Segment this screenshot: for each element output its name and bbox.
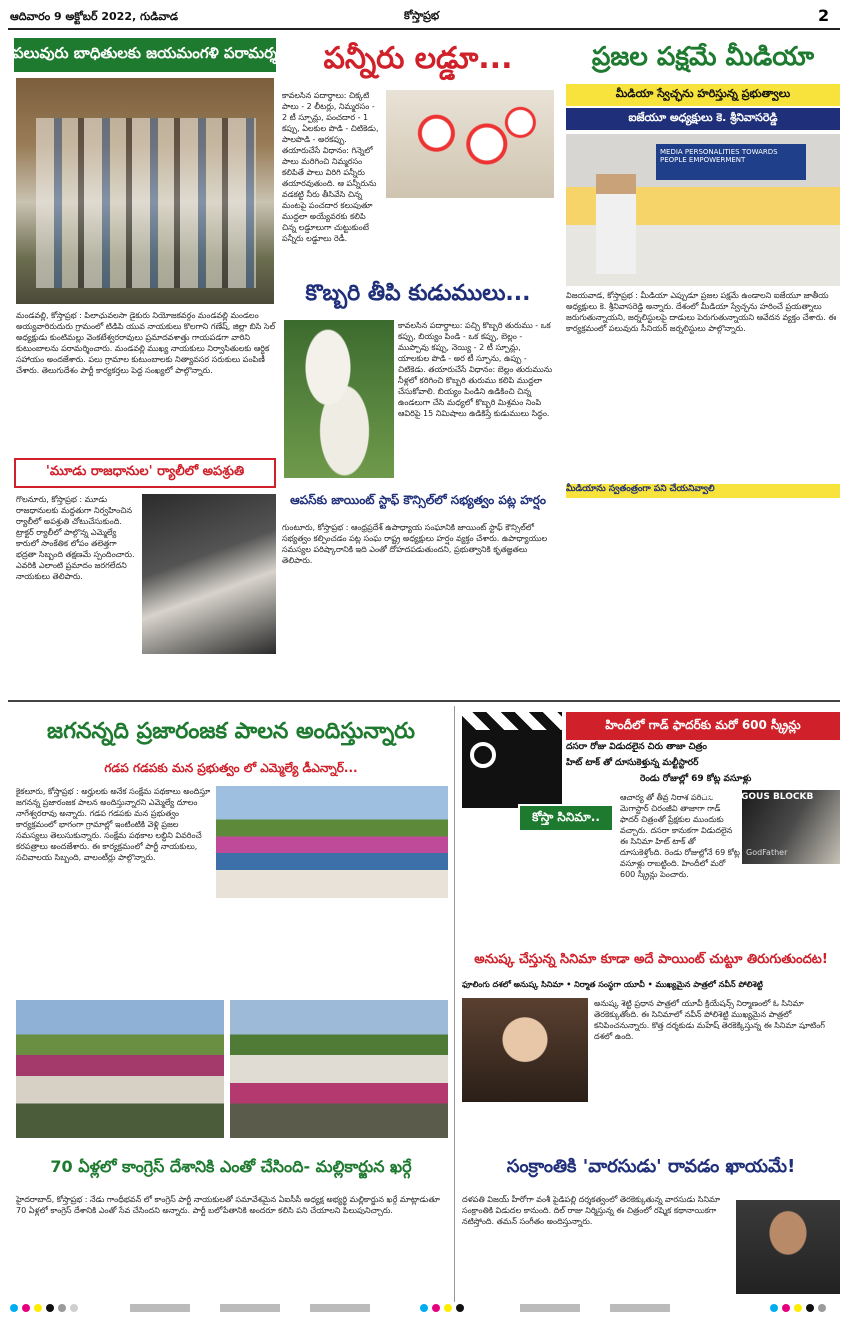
story5-headline: 'మూడు రాజధానుల' ర్యాలీలో అపశ్రుతి (14, 458, 276, 488)
masthead-brand: కోస్తాప్రభ (404, 9, 440, 22)
story1-headline: పలువురు బాధితులకు జయమంగళి పరామర్శ (14, 38, 276, 72)
page-number: 2 (818, 6, 830, 25)
story4-body: విజయవాడ, కోస్తాప్రభ : మీడియా ఎప్పుడూ ప్రజల పక్షమే ఉండాలని ఐజేయూ జాతీయ అధ్యక్షులు కె. శ్రీనివాసరెడ్డి అన్నారు. దేశంలో మీడియా స్వేచ్ఛను హరించే ప్రయత్నాలు జరుగుతున్నాయని, జర్నలిస్టులపై దాడులు పెరుగుతున్నాయని ఆవేదన వ్యక్తం చేశారు. ఈ కార్యక్రమంలో పలువురు సీనియర్ జర్నలిస్టులు పాల్గొన్నారు. (566, 291, 837, 333)
story2-headline: పన్నీరు లడ్డూ... (323, 41, 513, 76)
masthead-rule (8, 28, 840, 30)
cinema-divider (454, 706, 455, 1302)
cinema-badge: కోస్తా సినిమా.. (518, 804, 614, 832)
cinema-tags-row (462, 980, 840, 994)
reg-dot-black-2 (456, 1304, 464, 1312)
masthead-date: ఆదివారం 9 అక్టోబర్ 2022, గుడివాడ (10, 10, 179, 23)
reg-dot-lightgrey (70, 1304, 78, 1312)
cinema-tag6: ముఖ్యమైన పాత్రలో నవీన్ పోలిశెట్టి (655, 980, 763, 989)
section-divider (8, 700, 840, 702)
story8-body: హైదరాబాద్, కోస్తాప్రభ : నేడు గాంధీభవన్ లో కాంగ్రెస్ పార్టీ నాయకులతో సమావేశమైన ఏఐసీసీ అధ్యక్ష అభ్యర్థి మల్లికార్జున ఖర్గే మాట్లాడుతూ 70 ఏళ్లలో కాంగ్రెస్ దేశానికి ఎంతో సేవ చేసిందని అన్నారు. పార్టీ బలోపేతానికి అందరూ కలిసి పని చేయాలని పిలుపునిచ్చారు. (16, 1195, 440, 1215)
film-reel-icon (470, 742, 496, 768)
reg-dot-cyan-3 (770, 1304, 778, 1312)
story5-photo (142, 494, 276, 654)
story5-body-cont (16, 660, 276, 694)
reg-dot-magenta-3 (782, 1304, 790, 1312)
story3-headline: కొబ్బరి తీపి కుడుములు... (305, 281, 531, 306)
reg-dot-yellow (34, 1304, 42, 1312)
speaker (596, 174, 636, 274)
story7-photo1 (216, 786, 448, 898)
reg-block-2 (220, 1304, 280, 1312)
reg-block-3 (310, 1304, 370, 1312)
cinema-headline3: సంక్రాంతికి 'వారసుడు' రావడం ఖాయమే! (506, 1155, 796, 1177)
story7-headline: జగనన్నది ప్రజారంజక పాలన అందిస్తున్నారు (47, 719, 415, 744)
story7-photo3 (230, 1000, 448, 1138)
story4-kicker: మీడియాను స్వతంత్రంగా పని చేయనివ్వాలి (566, 484, 840, 498)
story7-photo2 (16, 1000, 224, 1138)
story3-body: కావలసిన పదార్థాలు: పచ్చి కొబ్బరి తురుము - ఒక కప్పు, బియ్యం పిండి - ఒక కప్పు, బెల్లం - ముప్పావు కప్పు, నెయ్యి - 2 టీ స్పూన్లు, యాలకుల పొడి - అర టీ స్పూను, ఉప్పు - చిటికెడు. తయారుచేసే విధానం: బెల్లం తురుమును నీళ్లలో కరిగించి కొబ్బరి తురుము కలిపి ముద్దలా చేసుకోవాలి. బియ్యం పిండిని ఉడికించి చిన్న ఉండలుగా చేసి మధ్యలో కొబ్బరి మిశ్రమం నింపి ఆవిరిపై 15 నిమిషాలు ఉడికిస్తే కుడుములు సిద్ధం. (398, 321, 553, 418)
reg-dot-cyan (10, 1304, 18, 1312)
reg-dot-cyan-2 (420, 1304, 428, 1312)
story6-body: గుంటూరు, కోస్తాప్రభ : ఆంధ్రప్రదేశ్ ఉపాధ్యాయ సంఘానికి జాయింట్ స్టాఫ్ కౌన్సిల్‌లో సభ్యత్వం కల్పించడం పట్ల సంఘ రాష్ట్ర అధ్యక్షులు హర్షం వ్యక్తం చేశారు. ఉపాధ్యాయుల సమస్యల పరిష్కారానికి ఇది ఎంతో దోహదపడుతుందని, ప్రభుత్వానికి కృతజ్ఞతలు తెలిపారు. (282, 523, 548, 565)
cinema-body1: ఆచార్య తో తీవ్ర నిరాశ పరిచిన మెగాస్టార్ చిరంజీవి తాజాగా గాడ్ ఫాదర్ చిత్రంతో ప్రేక్షకుల ముందుకు వచ్చారు. దసరా కానుకగా విడుదలైన ఈ సినిమా హిట్ టాక్ తో దూసుకెళ్తోంది. రెండు రోజుల్లోనే 69 కోట్ల వసూళ్లు రాబట్టింది. హిందీలో మరో 600 స్క్రీన్లు పెంచారు. (620, 793, 740, 879)
cinema-tag5: నిర్మాత సంస్థగా యూవీ (574, 980, 645, 989)
reg-block-5 (610, 1304, 670, 1312)
cinema-body2: అనుష్క శెట్టి ప్రధాన పాత్రలో యూవీ క్రియేషన్స్ నిర్మాణంలో ఓ సినిమా తెరకెక్కుతోంది. ఈ సినిమాలో నవీన్ పోలిశెట్టి ముఖ్యమైన పాత్రలో కనిపించనున్నారు. కొత్త దర్శకుడు మహేష్ తెరకెక్కిస్తున్న ఈ సినిమా షూటింగ్ దశలో ఉంది. (594, 999, 825, 1041)
registration-bar (0, 1300, 848, 1316)
cinema-body1-cont (462, 868, 840, 940)
story4-sub2: ఐజేయూ అధ్యక్షులు కె. శ్రీనివాసరెడ్డి (566, 108, 840, 130)
story2-body: కావలసిన పదార్థాలు: చిక్కటి పాలు - 2 లీటర్లు, నిమ్మరసం - 2 టీ స్పూన్లు, పంచదార - 1 కప్పు, ఏలకుల పొడి - చిటికెడు, పాలపొడి - అరకప్పు. తయారుచేసే విధానం: గిన్నెలో పాలు మరిగించి నిమ్మరసం కలిపితే పాలు విరిగి పన్నీరు తయారవుతుంది. ఆ పన్నీరును వడకట్టి నీరు తీసివేసి చిన్న మంటపై పంచదార కలుపుతూ ముద్దలా అయ్యేవరకు కలిపి చిన్న లడ్డూలుగా చుట్టుకుంటే పన్నీరు లడ్డూలు రెడీ. (282, 91, 379, 243)
poster-subtitle: GodFather (746, 848, 788, 857)
clapperboard (462, 712, 562, 808)
cinema-headline2: అనుష్క చేస్తున్న సినిమా కూడా అదే పాయింట్ చుట్టూ తిరుగుతుందట! (474, 952, 828, 967)
godfather-poster (702, 790, 840, 864)
tag-separator-2: • (647, 980, 656, 989)
poster-title: HUMONGOUS BLOCKB (702, 792, 814, 802)
cinema-tag4: ఫూలింగు దశలో అనుష్క సినిమా (462, 980, 564, 989)
story7-body-cont (216, 902, 448, 998)
tag-separator-1: • (566, 980, 575, 989)
story2-body-cont (386, 202, 554, 272)
story4-headline: ప్రజల పక్షమే మీడియా (591, 42, 815, 72)
anushka-photo (462, 998, 588, 1102)
reg-block-1 (130, 1304, 190, 1312)
reg-dot-grey (58, 1304, 66, 1312)
story4-body-cont (566, 500, 840, 694)
story7-sub: గడప గడపకు మన ప్రభుత్వం లో ఎమ్మెల్యే డీఎన్నార్... (104, 760, 358, 775)
reg-dot-black-3 (806, 1304, 814, 1312)
story1-body: మండవల్లి, కోస్తాప్రభ : పిలాఛువలసా డైకురు నియోజకవర్గం మండవల్లి మండలం అయ్యవారిరుదురు గ్రామంలో టిడిపి యువ నాయకులు కొలగాని గణేష్, జిల్లా బిసి సెల్ అధ్యక్షుడు కుంటిమల్లు వెంకటేశ్వరరావులు ప్రమాదవశాత్తు గాయపడగా వారిని కుటుంబాలను పరామర్శించారు. మండవల్లి ముఖ్య నాయకులు నిర్వాసితులకు ఆర్ధిక సహాయం అందజేశారు. పలు గ్రామాల కుటుంబాలకు నిత్యావసర సరుకులు పంపిణీ చేశారు. తెలుగుదేశం పార్టీ కార్యకర్తలు పెద్ద సంఖ్యలో పాల్గొన్నారు. (16, 311, 276, 375)
conference-banner: MEDIA PERSONALITIES TOWARDS PEOPLE EMPOWERMENT (656, 144, 806, 180)
story4-photo (566, 134, 840, 286)
story1-photo (16, 78, 274, 304)
story8-headline: 70 ఏళ్లలో కాంగ్రెస్ దేశానికి ఎంతో చేసింది- మల్లికార్జున ఖర్గే (50, 1156, 412, 1176)
people-group (36, 118, 256, 288)
cinema-tag3: రెండు రోజుల్లో 69 కోట్ల వసూళ్లు (640, 774, 752, 784)
story3-photo (284, 320, 394, 478)
clapper-stripes (462, 712, 562, 730)
story6-headline: ఆపస్‌కు జాయింట్ స్టాఫ్ కౌన్సిల్‌లో సభ్యత్వం పట్ల హర్షం (290, 492, 546, 507)
reg-dot-magenta (22, 1304, 30, 1312)
vijay-photo (736, 1200, 840, 1294)
cinema-tag1: దసరా రోజు విడుదలైన చిరు తాజా చిత్రం (566, 742, 707, 752)
story4-sub1: మీడియా స్వేచ్ఛను హరిస్తున్న ప్రభుత్వాలు (566, 84, 840, 106)
reg-dot-black (46, 1304, 54, 1312)
reg-dot-yellow-2 (444, 1304, 452, 1312)
story7-body: కైకలూరు, కోస్తాప్రభ : అర్హులకు అనేక సంక్షేమ పథకాలు అందిస్తూ జగనన్న ప్రజారంజక పాలన అందిస్తున్నారని ఎమ్మెల్యే దూలం నాగేశ్వరరావు అన్నారు. గడప గడపకు మన ప్రభుత్వం కార్యక్రమంలో భాగంగా గ్రామాల్లో ఇంటింటికి వెళ్లి ప్రజల సమస్యలు తెలుసుకున్నారు. సంక్షేమ పథకాల లబ్ధిని వివరించే కరపత్రాలు అందజేశారు. ఈ కార్యక్రమంలో పార్టీ నాయకులు, సచివాలయ సిబ్బంది, వాలంటీర్లు పాల్గొన్నారు. (16, 787, 211, 862)
reg-block-4 (520, 1304, 580, 1312)
story5-body: గొలనూరు, కోస్తాప్రభ : మూడు రాజధానులకు మద్దతుగా నిర్వహించిన ర్యాలీలో అపశ్రుతి చోటుచేసుకుంది. ట్రాక్టర్ ర్యాలీలో పాల్గొన్న ఎమ్మెల్యే కారులో సాంకేతిక లోపం తలెత్తగా భద్రతా సిబ్బంది తక్షణమే స్పందించారు. ఎవరికి ఎలాంటి ప్రమాదం జరగలేదని నాయకులు తెలిపారు. (16, 495, 135, 581)
cinema-tag2: హిట్ టాక్ తో దూసుకెళ్తున్న మల్టీస్టారర్ (566, 758, 699, 768)
cinema-body3: దళపతి విజయ్ హీరోగా వంశీ పైడిపల్లి దర్శకత్వంలో తెరకెక్కుతున్న వారసుడు సినిమా సంక్రాంతికి విడుదల కానుంది. దిల్ రాజు నిర్మిస్తున్న ఈ చిత్రంలో రష్మిక కథానాయికగా నటిస్తోంది. తమన్ సంగీతం అందిస్తున్నారు. (462, 1195, 721, 1226)
reg-dot-grey-3 (818, 1304, 826, 1312)
cinema-headline1: హిందీలో గాడ్ ఫాదర్‌కు మరో 600 స్క్రీన్లు (566, 712, 840, 740)
reg-dot-yellow-3 (794, 1304, 802, 1312)
reg-dot-magenta-2 (432, 1304, 440, 1312)
story2-photo (386, 90, 554, 198)
masthead (0, 0, 848, 30)
